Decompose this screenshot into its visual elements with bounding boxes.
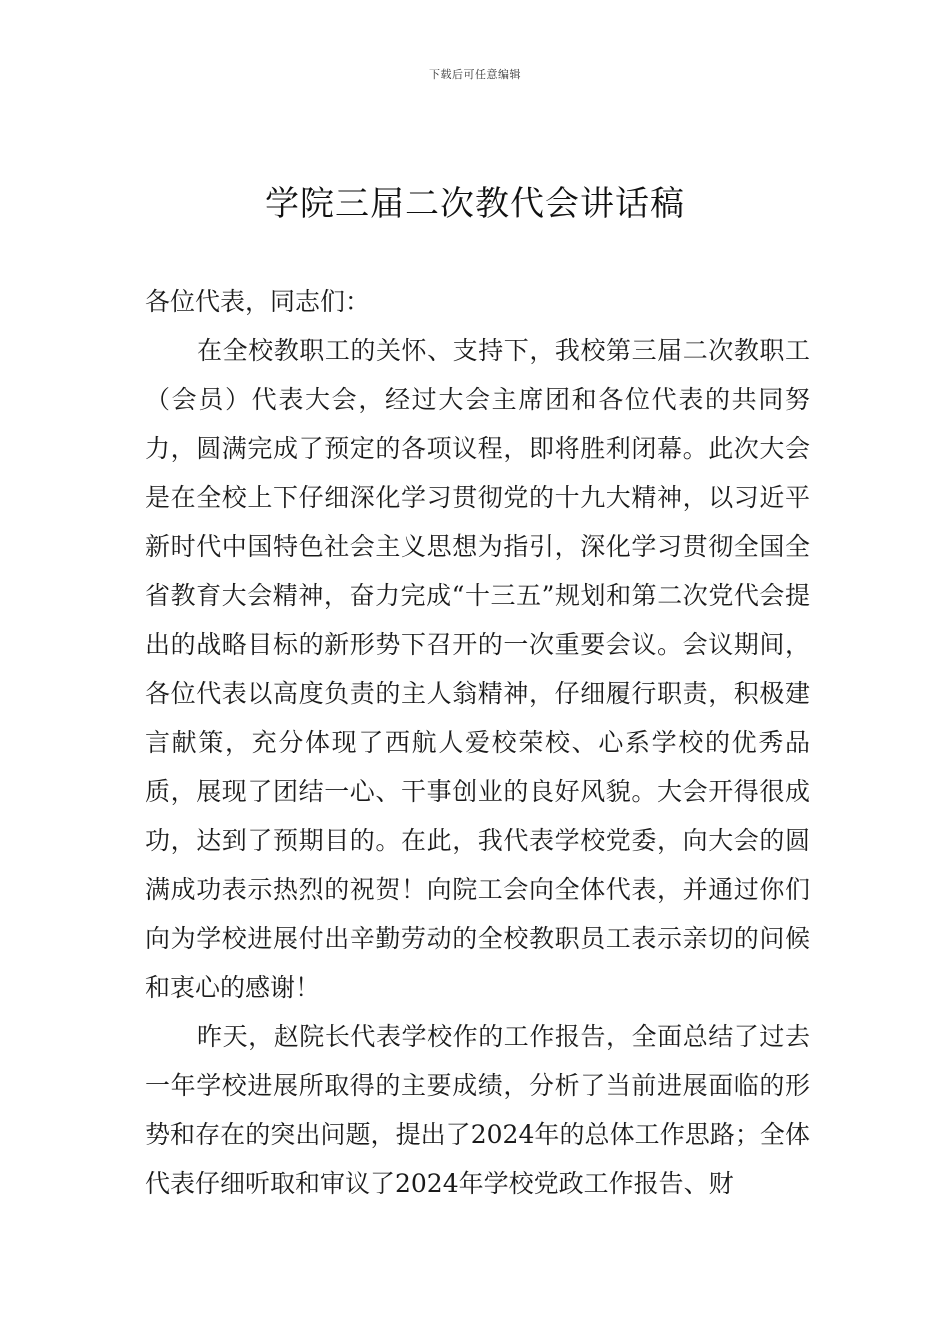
document-body <box>145 277 810 1208</box>
paragraph-1: 在全校教职工的关怀、支持下，我校第三届二次教职工（会员）代表大会，经过大会主席团和各位代表的共同努力，圆满完成了预定的各项议程，即将胜利闭幕。此次大会是在全校上下仔细深化学习贯彻党的十九大精神，以习近平新时代中国特色社会主义思想为指引，深化学习贯彻全国全省教育大会精神，奋力完成“十三五”规划和第二次党代会提出的战略目标的新形势下召开的一次重要会议。会议期间，各位代表以高度负责的主人翁精神，仔细履行职责，积极建言献策，充分体现了西航人爱校荣校、心系学校的优秀品质，展现了团结一心、干事创业的良好风貌。大会开得很成功，达到了预期目的。在此，我代表学校党委，向大会的圆满成功表示热烈的祝贺！向院工会向全体代表，并通过你们向为学校进展付出辛勤劳动的全校教职员工表示亲切的问候和衷心的感谢！ <box>145 336 810 1002</box>
paragraph-2: 昨天，赵院长代表学校作的工作报告，全面总结了过去一年学校进展所取得的主要成绩，分析了当前进展面临的形势和存在的突出问题，提出了2024年的总体工作思路；全体代表仔细听取和审议了2024年学校党政工作报告、财 <box>145 1022 810 1198</box>
salutation: 各位代表，同志们： <box>145 287 371 316</box>
header-note: 下载后可任意编辑 <box>429 68 521 81</box>
document-title: 学院三届二次教代会讲话稿 <box>265 184 685 224</box>
